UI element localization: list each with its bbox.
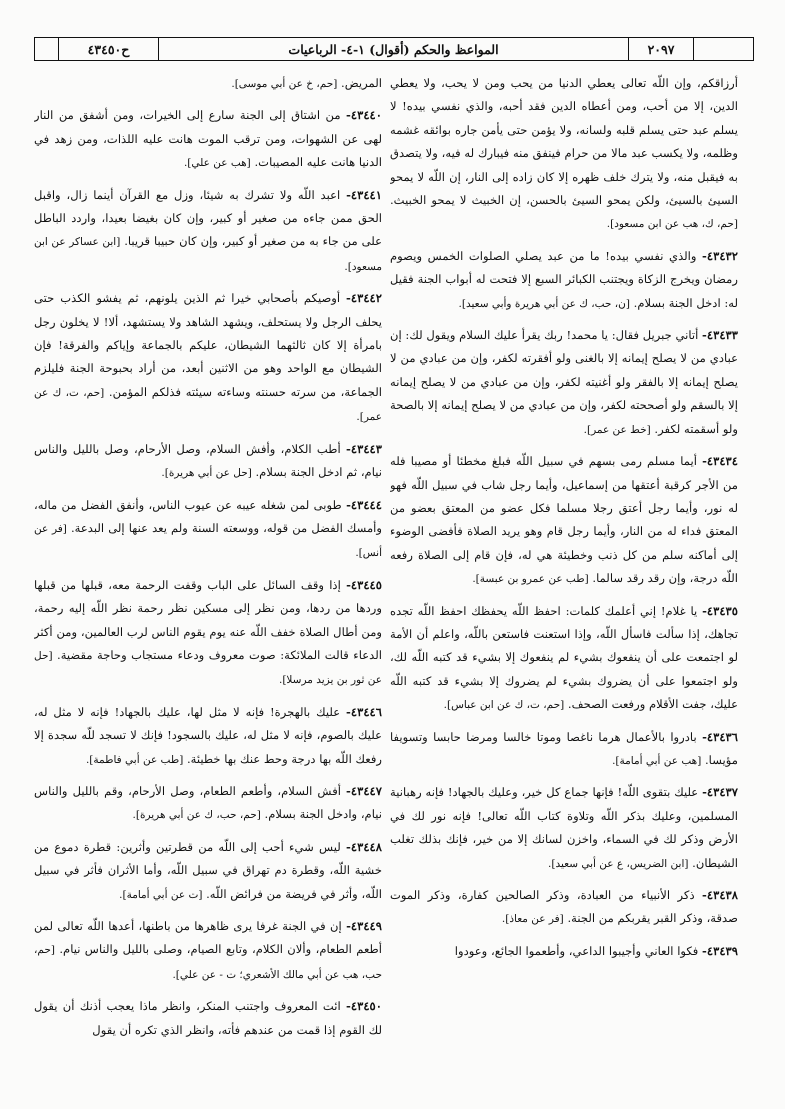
hadith-number: ٤٣٤٤٤- xyxy=(346,497,382,512)
hadith-entry xyxy=(390,940,738,963)
hadith-source: [ن، حب، ك عن أبي هريرة وأبي سعيد]. xyxy=(458,297,630,310)
hadith-number: ٤٣٤٣٦- xyxy=(702,729,738,744)
hadith-text: اعبد اللّه ولا تشرك به شيئا، وزل مع القرآن أينما زال، واقبل الحق ممن جاءه من صغير أو كبير، وإن كان بغيضا بعيدا، واردد الباطل على من جاء به من صغير أو كبير، وإن كان حبيبا قريبا. xyxy=(34,187,382,249)
hadith-source: [طب عن أبي فاطمة]. xyxy=(85,753,184,766)
hadith-text: أطب الكلام، وأفش السلام، وصل الأرحام، وصل بالليل والناس نيام، ثم ادخل الجنة بسلام. xyxy=(34,441,382,480)
hadith-number: ٤٣٤٤٩- xyxy=(346,919,382,933)
hadith-source: [طب عن عمرو بن عبسة]. xyxy=(472,573,589,586)
page-header xyxy=(34,37,754,61)
hadith-entry xyxy=(34,836,382,907)
hadith-text: أتاني جبريل فقال: يا محمد! ربك يقرأ عليك السلام ويقول لك: إن عبادي من لا يصلح إيمانه إلا بالغنى ولو أفقرته لكفر، وإن من عبادي من لا يصلح إيمانه إلا بالفقر ولو أغنيته لكفر، وإن من عبادي من لا يصلح إيمانه إلا بالسقم ولو أصححته لكفر، وإن من عبادي من لا يصلح إيمانه إلا بالصحة ولو أسقمته لكفر. xyxy=(390,328,738,436)
hadith-number: ٤٣٤٣٨- xyxy=(702,888,738,902)
header-blank-cell xyxy=(33,38,58,60)
hadith-source: [حم، ت، ك عن ابن عباس]. xyxy=(443,699,565,712)
hadith-entry xyxy=(34,72,382,96)
hadith-source: [حل عن ثور بن يزيد مرسلا]. xyxy=(34,649,382,687)
hadith-entry xyxy=(34,701,382,772)
hadith-entry xyxy=(390,726,738,774)
right-column xyxy=(390,72,738,1102)
hadith-entry xyxy=(34,574,382,693)
hadith-text: أرزاقكم، وإن اللّه تعالى يعطي الدنيا من يحب ومن لا يحب، ولا يعطي الدين، إلا من أحب، ومن أعطاه الدين فقد أحبه، والذي نفسي بيده! لا يسلم عبد حتى يسلم قلبه ولسانه، ولا يؤمن حتى يأمن جاره بوائقه غشمه وظلمه، ولا يكسب عبد مالا من حرام فينفق منه فيبارك له فيه، ولا يتصدق به فيقبل منه، ولا يترك خلف ظهره إلا كان زاده إلى النار، إن اللّه لا يمحو السيئ بالسيئ، ولكن يمحو السيئ بالحسن، إن الخبيث لا يمحو الخبيث. xyxy=(390,76,738,208)
hadith-number: ٤٣٤٥٠- xyxy=(346,999,382,1014)
hadith-entry xyxy=(34,915,382,987)
hadith-text: فكوا العاني وأجيبوا الداعي، وأطعموا الجائع، وعودوا xyxy=(454,943,699,958)
hadith-number: ٤٣٤٤٢- xyxy=(346,291,382,306)
hadith-source: [حم، حب، ك عن أبي هريرة]. xyxy=(132,809,261,822)
hadith-entry xyxy=(390,72,738,237)
hadith-text: أفش السلام، وأطعم الطعام، وصل الأرحام، وقم بالليل والناس نيام، وادخل الجنة بسلام. xyxy=(34,783,382,822)
hadith-entry xyxy=(34,780,382,828)
hadith-source: [حل عن أبي هريرة]. xyxy=(161,467,252,480)
hadith-entry xyxy=(34,184,382,280)
hadith-source: [هب عن أبي أمامة]. xyxy=(612,754,702,767)
hadith-source: [حم، حب، هب عن أبي مالك الأشعري؛ ت - عن علي]. xyxy=(34,944,382,981)
running-title: المواعظ والحكم (أقوال) ١-٤- الرباعيات xyxy=(158,38,628,60)
hadith-text: أوصيكم بأصحابي خيرا ثم الذين يلونهم، ثم يفشو الكذب حتى يحلف الرجل ولا يستحلف، ويشهد الشاهد ولا يستشهد، ألا! لا يخلون رجل بامرأة إلا كان ثالثهما الشيطان، عليكم بالجماعة وإياكم والفرقة! فإن الشيطان مع الواحد وهو من الاثنين أبعد، من أراد بحبوحة الجنة فليلزم الجماعة، من سرته حسنته وساءته سيئته فذلكم المؤمن. xyxy=(34,291,382,399)
hadith-number: ٤٣٤٤٨- xyxy=(346,839,382,854)
hadith-text: عليك بالهجرة! فإنه لا مثل لها، عليك بالجهاد! فإنه لا مثل له، عليك بالصوم، فإنه لا مثل له، عليك بالسجود! فإنك لا تسجد للّه سجدة إلا رفعك اللّه بها درجة وحط عنك بها خطيئة. xyxy=(34,704,382,766)
hadith-number: ٤٣٤٣٧- xyxy=(702,785,738,800)
hadith-source: [ابن الضريس، ع عن أبي سعيد]. xyxy=(548,857,689,870)
left-column xyxy=(34,72,382,1102)
hadith-text: المريض. xyxy=(341,76,382,90)
hadith-source: [حم، ك، هب عن ابن مسعود]. xyxy=(606,218,738,231)
hadith-number: ٤٣٤٤٦- xyxy=(346,704,382,719)
hadith-text: طوبى لمن شغله عيبه عن عيوب الناس، وأنفق الفضل من ماله، وأمسك الفضل من قوله، ووسعته السنة ولم يعد عنها إلى البدعة. xyxy=(34,497,382,535)
hadith-source: [حم، ت، ك عن عمر]. xyxy=(34,386,382,424)
hadith-source: [ت عن أبي أمامة]. xyxy=(119,888,203,901)
hadith-entry xyxy=(34,438,382,486)
hadith-number: ٤٣٤٤٧- xyxy=(346,783,382,798)
hadith-number: ٤٣٤٤٥- xyxy=(346,577,382,592)
hadith-entry xyxy=(34,287,382,429)
hadith-number: ٤٣٤٤٣- xyxy=(346,441,382,456)
header-blank-cell xyxy=(693,38,753,60)
hadith-number: ٤٣٤٤٠- xyxy=(346,108,382,123)
hadith-entry xyxy=(390,324,738,442)
hadith-entry xyxy=(34,104,382,175)
hadith-source: [خط عن عمر]. xyxy=(583,423,651,436)
hadith-entry xyxy=(34,995,382,1042)
hadith-entry xyxy=(390,884,738,932)
hadith-entry xyxy=(390,245,738,316)
hadith-text: ائت المعروف واجتنب المنكر، وانظر ماذا يعجب أذنك أن يقول لك القوم إذا قمت من عندهم فأته، وانظر الذي تكره أن يقول xyxy=(34,999,382,1037)
hadith-text: يا غلام! إني أعلمك كلمات: احفظ اللّه يحفظك احفظ اللّه تجده تجاهك، إذا سألت فاسأل اللّه، وإذا استعنت فاستعن باللّه، واعلم أن الأمة لو اجتمعت على أن ينفعوك بشيء لم ينفعوك إلا بشيء قد كتبه اللّه لك، ولو اجتمعوا على أن يضروك بشيء لم يضروك إلا بشيء قد كتبه اللّه عليك، جفت الأقلام ورفعت الصحف. xyxy=(390,603,738,712)
hadith-number: ٤٣٤٣٣- xyxy=(702,328,738,343)
hadith-text: من اشتاق إلى الجنة سارع إلى الخيرات، ومن أشفق من النار لهى عن الشهوات، ومن ترقب الموت هانت عليه اللذات، ومن زهد في الدنيا هانت عليه المصيبات. xyxy=(34,108,382,170)
hadith-entry xyxy=(390,450,738,591)
hadith-text: إن في الجنة غرفا يرى ظاهرها من باطنها، أعدها اللّه تعالى لمن أطعم الطعام، وألان الكلام، وتابع الصيام، وصلى بالليل والناس نيام. xyxy=(34,919,382,957)
hadith-entry xyxy=(390,600,738,718)
hadith-text: والذي نفسي بيده! ما من عبد يصلي الصلوات الخمس ويصوم رمضان ويخرج الزكاة ويجتنب الكبائر السبع إلا فتحت له أبواب الجنة فقيل له: ادخل الجنة بسلام. xyxy=(390,248,738,310)
hadith-source: [حم، خ عن أبي موسى]. xyxy=(231,78,338,90)
hadith-number: ٤٣٤٤١- xyxy=(346,187,382,202)
hadith-text: إذا وقف السائل على الباب وقفت الرحمة معه، قبلها من قبلها وردها من ردها، ومن نظر إلى مسكين نظر رحمة نظر اللّه إليه رحمة، ومن أطال الصلاة خفف اللّه عنه يوم يقوم الناس لرب العالمين، ومن أكثر الدعاء قالت الملائكة: صوت معروف ودعاء مستجاب وحاجة مقضية. xyxy=(34,577,382,662)
hadith-number: ٤٣٤٣٤- xyxy=(702,454,738,469)
hadith-source: [فر عن معاذ]. xyxy=(501,913,564,926)
hadith-text: أيما مسلم رمى بسهم في سبيل اللّه فبلغ مخطئا أو مصيبا فله من الأجر كرقبة أعتقها من إسماعيل، وأيما رجل شاب في سبيل اللّه فهو له نور، وأيما رجل أعتق رجلا مسلما فكل عضو من المعتق بعضو من المعتق فداء له من النار، وأيما رجل قام وهو يريد الصلاة فأفضى الوضوء إلى أماكنه سلم من كل ذنب وخطيئة هي له، فإن قام إلى الصلاة رفعه اللّه درجة، وإن رقد رقد سالما. xyxy=(390,454,738,586)
hadith-text: ليس شيء أحب إلى اللّه من قطرتين وأثرين: قطرة دموع من خشية اللّه، وقطرة دم تهراق في سبيل اللّه، وأما الأثران فأثر في سبيل اللّه، وأثر في فريضة من فرائض اللّه. xyxy=(34,839,382,901)
hadith-text: ذكر الأنبياء من العبادة، وذكر الصالحين كفارة، وذكر الموت صدقة، وذكر القبر يقربكم من الجنة. xyxy=(390,888,738,926)
hadith-source: [هب عن علي]. xyxy=(183,157,251,170)
hadith-number: ٤٣٤٣٢- xyxy=(702,248,738,263)
hadith-number: ٤٣٤٣٥- xyxy=(702,603,738,618)
hadith-entry xyxy=(34,494,382,566)
hadith-source: [ابن عساكر عن ابن مسعود]. xyxy=(34,236,382,273)
page-number: ٢٠٩٧ xyxy=(628,38,693,60)
hadith-entry xyxy=(390,781,738,876)
hadith-text: عليك بتقوى اللّه! فإنها جماع كل خير، وعليك بالجهاد! فإنه رهبانية المسلمين، وعليك بذكر اللّه وتلاوة كتاب اللّه تعالى! فإنه نور لك في الأرض وذكر لك في السماء، واخزن لسانك إلا من خير، فإنك بذلك تغلب الشيطان. xyxy=(390,785,738,870)
hadith-text: بادروا بالأعمال هرما ناغصا وموتا خالسا ومرضا حابسا وتسويفا مؤيسا. xyxy=(390,729,738,767)
hadith-range: ح٤٣٤٥٠ xyxy=(58,38,158,60)
hadith-number: ٤٣٤٣٩- xyxy=(702,943,738,958)
hadith-source: [فر عن أنس]. xyxy=(34,522,382,560)
